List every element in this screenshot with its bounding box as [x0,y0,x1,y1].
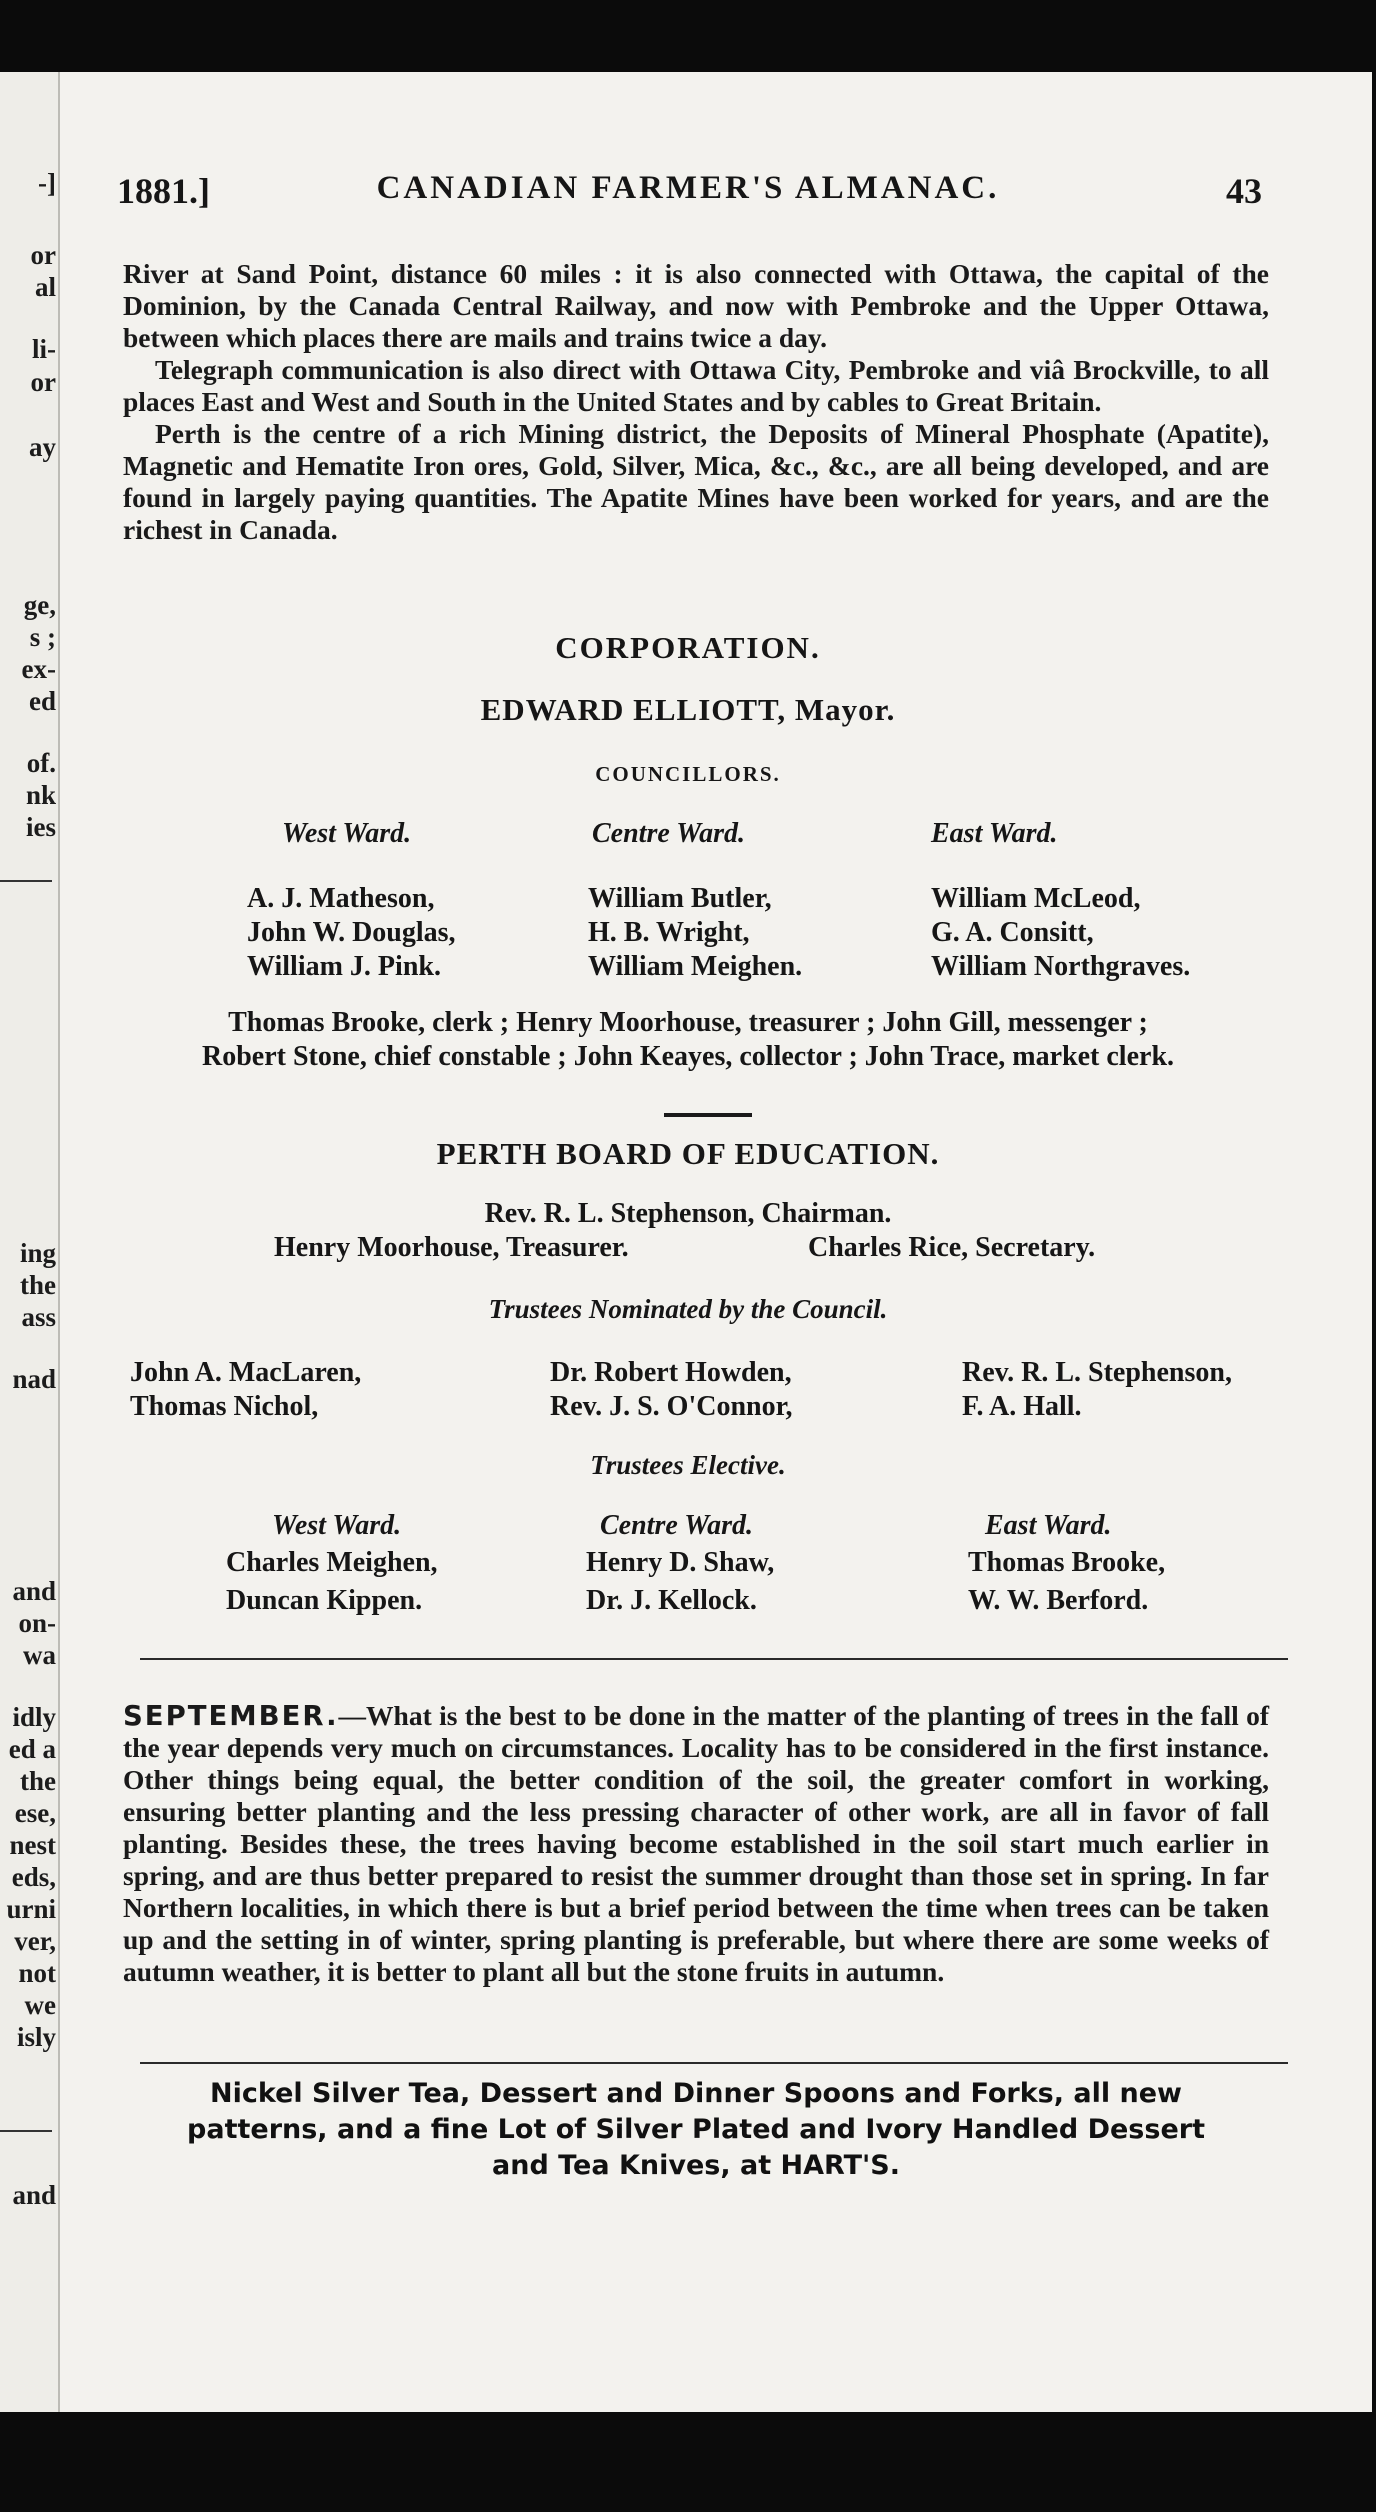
margin-fragment: -] [38,168,56,198]
margin-fragment: we [24,1990,56,2020]
councillor-name: A. J. Matheson, [247,883,435,914]
margin-fragment: s ; [29,622,56,652]
corporation-heading: CORPORATION. [555,630,821,665]
trustee-name: Rev. J. S. O'Connor, [550,1391,793,1422]
margin-rule [0,2130,52,2132]
paragraph [123,1700,1269,1988]
elective-heading: Trustees Elective. [590,1450,786,1480]
councillor-name: William Butler, [588,883,772,914]
councillor-list-east [931,882,1190,984]
ward-label-centre: Centre Ward. [592,818,745,849]
elective-list-east [968,1544,1165,1620]
margin-fragment: idly [12,1702,56,1732]
ward-label-west: West Ward. [282,818,412,849]
trustee-name: Thomas Nichol, [130,1391,319,1422]
paragraph: Telegraph communication is also direct with Ottawa City, Pembroke and viâ Brockville, to all places East and West and South in the United States and by cables to Great Britain. [123,354,1269,417]
margin-fragment: on- [18,1608,56,1638]
officers-line: Robert Stone, chief constable ; John Keayes, collector ; John Trace, market clerk. [201,1041,1175,1072]
town-officers [0,1006,1376,1074]
elective-ward-east: East Ward. [985,1510,1112,1541]
margin-rule [0,880,52,882]
adjacent-page-margin [0,72,58,2412]
board-treasurer: Henry Moorhouse, Treasurer. [274,1232,629,1263]
elective-ward-west: West Ward. [272,1510,402,1541]
margin-fragment: and [12,2180,56,2210]
margin-fragment: the [20,1766,56,1796]
paragraph: River at Sand Point, distance 60 miles : it is also connected with Ottawa, the capital of the Dominion, by the Canada Central Railway, and now with Pembroke and the Upper Ottawa, between which places there are mails and trains twice a day. [123,258,1269,353]
board-chairman: Rev. R. L. Stephenson, Chairman. [484,1198,892,1229]
nominated-col-2 [550,1356,792,1424]
councillor-name: H. B. Wright, [588,917,750,948]
margin-fragment: wa [23,1640,56,1670]
ad-line: and Tea Knives, at HART'S. [492,2150,900,2181]
margin-fragment: ver, [14,1926,56,1956]
elective-ward-centre: Centre Ward. [600,1510,753,1541]
margin-fragment: ge, [23,590,56,620]
margin-fragment: ex- [21,654,56,684]
margin-fragment: not [18,1958,56,1988]
elective-list-west [226,1544,438,1620]
margin-fragment: or [30,240,56,270]
advertisement [123,2076,1269,2184]
margin-fragment: ay [29,432,56,462]
trustee-name: Thomas Brooke, [968,1547,1166,1578]
paragraph: Perth is the centre of a rich Mining district, the Deposits of Mineral Phosphate (Apatite), Magnetic and Hematite Iron ores, Gold, Silver, Mica, &c., &c., are all being developed, and are found in largely paying quantities. The Apatite Mines have been worked for years, and are the richest in Canada. [123,418,1269,545]
september-heading: SEPTEMBER. [123,1700,339,1732]
nominated-col-1 [130,1356,361,1424]
margin-fragment: nk [25,780,56,810]
margin-fragment: and [12,1576,56,1606]
september-note [123,1700,1269,1988]
officers-line: Thomas Brooke, clerk ; Henry Moorhouse, treasurer ; John Gill, messenger ; [228,1007,1148,1038]
councillor-name: John W. Douglas, [247,917,456,948]
section-divider [140,2062,1288,2064]
councillors-heading: COUNCILLORS. [595,762,781,786]
margin-fragment: ed [29,686,56,716]
margin-fragment: ies [26,812,56,842]
margin-fragment: the [20,1270,56,1300]
trustee-name: Charles Meighen, [226,1547,438,1578]
intro-text [123,258,1269,546]
trustee-name: W. W. Berford. [968,1585,1149,1616]
councillor-list-west [247,882,456,984]
councillor-name: William Northgraves. [931,951,1191,982]
margin-fragment: ese, [14,1798,56,1828]
board-secretary: Charles Rice, Secretary. [808,1232,1096,1263]
margin-fragment: urni [6,1894,56,1924]
board-heading: PERTH BOARD OF EDUCATION. [436,1136,940,1171]
section-divider [140,1658,1288,1660]
header-title: CANADIAN FARMER'S ALMANAC. [376,170,1000,206]
margin-fragment: nest [9,1830,56,1860]
councillor-name: William J. Pink. [247,951,441,982]
margin-fragment: ed a [8,1734,56,1764]
section-divider [664,1113,752,1117]
september-body: —What is the best to be done in the matter of the planting of trees in the fall of the year depends very much on circumstances. Locality has to be considered in the first instance. Other things being equal, the better condition of the soil, the greater comfort in working, ensuring better planting and the less pressing character of other work, are all in favor of fall planting. Besides these, the trees having become established in the soil start much earlier in spring, and are thus better prepared to resist the summer drought than those set in spring. In far Northern localities, in which there is but a brief period between the time when trees can be taken up and the setting in of winter, spring planting is preferable, but where there are some weeks of autumn weather, it is better to plant all but the stone fruits in autumn. [123,1700,1269,1987]
nominated-heading: Trustees Nominated by the Council. [488,1294,888,1324]
margin-fragment: ass [21,1302,56,1332]
trustee-name: Dr. Robert Howden, [550,1357,792,1388]
trustee-name: John A. MacLaren, [130,1357,362,1388]
ward-label-east: East Ward. [931,818,1058,849]
margin-fragment: eds, [11,1862,56,1892]
margin-fragment: of. [26,748,56,778]
trustee-name: Duncan Kippen. [226,1585,423,1616]
header-year: 1881.] [117,171,210,211]
mayor-line: EDWARD ELLIOTT, Mayor. [480,692,896,727]
trustee-name: Dr. J. Kellock. [586,1585,757,1616]
margin-fragment: li- [32,334,56,364]
margin-fragment: al [34,272,56,302]
ad-line: patterns, and a fine Lot of Silver Plated and Ivory Handled Dessert [187,2114,1205,2145]
margin-fragment: or [30,367,56,397]
ad-line: Nickel Silver Tea, Dessert and Dinner Spoons and Forks, all new [210,2078,1182,2109]
trustee-name: Henry D. Shaw, [586,1547,775,1578]
margin-fragment: ing [19,1238,56,1268]
councillor-name: William Meighen. [588,951,803,982]
elective-list-centre [586,1544,774,1620]
margin-fragment: isly [16,2022,56,2052]
trustee-name: Rev. R. L. Stephenson, [962,1357,1232,1388]
margin-fragment: nad [12,1364,56,1394]
trustee-name: F. A. Hall. [962,1391,1082,1422]
councillor-name: G. A. Consitt, [931,917,1094,948]
councillor-list-centre [588,882,802,984]
councillor-name: William McLeod, [931,883,1141,914]
page-number: 43 [1226,171,1262,211]
nominated-col-3 [962,1356,1232,1424]
